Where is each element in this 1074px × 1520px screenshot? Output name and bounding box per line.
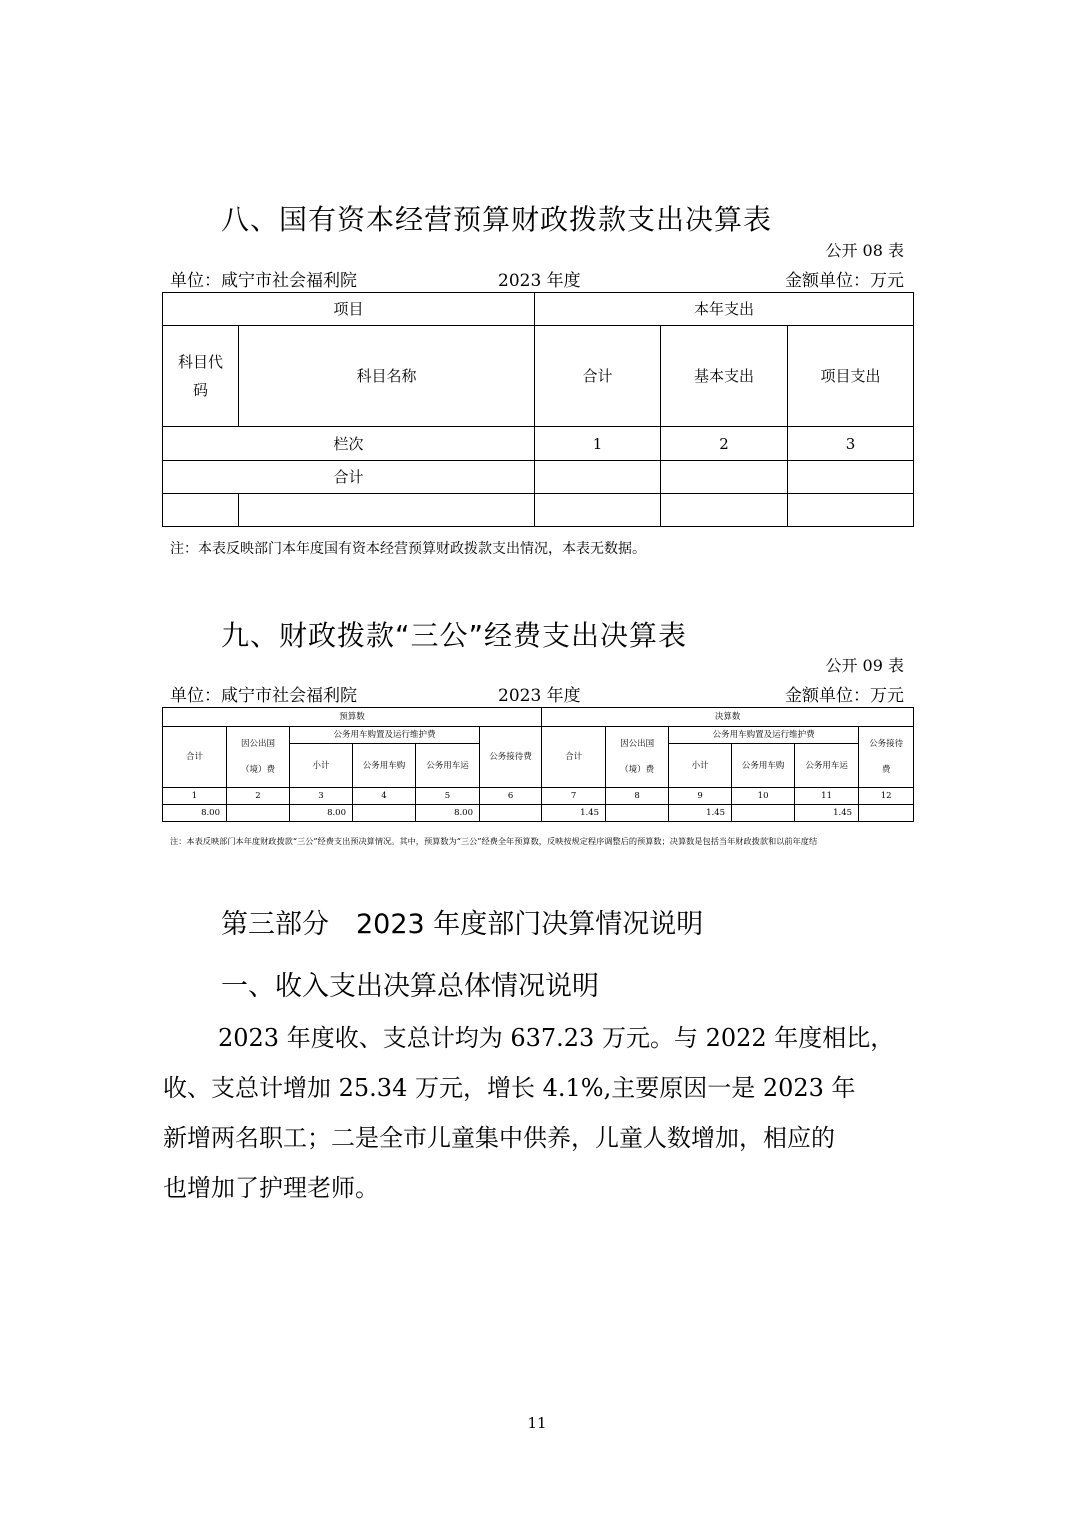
table8-title: 八、国有资本经营预算财政拨款支出决算表 (221, 203, 773, 236)
table8-col-basic: 基本支出 (661, 326, 788, 427)
page-number: 11 (527, 1414, 547, 1432)
table9-note: 注：本表反映部门本年度财政拨款“三公”经费支出预决算情况。其中，预算数为“三公”经费全年预算数，反映按规定程序调整后的预算数；决算数是包括当年财政拨款和以前年度结 (170, 836, 818, 846)
table9-col-reception: 公务接待费 (480, 727, 542, 788)
table9-value-cell: 8.00 (163, 805, 227, 822)
table9-col-total: 合计 (163, 727, 227, 788)
table8-unit: 单位：咸宁市社会福利院 (170, 271, 357, 291)
table9-col-abroad (606, 727, 669, 788)
table8-empty-cell (535, 461, 661, 494)
table9-value-cell (732, 805, 795, 822)
part3-heading: 第三部分 2023 年度部门决算情况说明 (221, 909, 704, 940)
table9-col-reception-line1: 公务接待 (869, 739, 904, 749)
table8-header-spend: 本年支出 (535, 293, 914, 326)
table8-col-code (163, 326, 239, 427)
table9-col-vehicle-buy: 公务用车购 (353, 744, 416, 788)
table9-value-cell (480, 805, 542, 822)
table9-code: 公开 09 表 (825, 656, 904, 675)
table9-value-cell (859, 805, 914, 822)
table9-currency: 金额单位：万元 (785, 686, 904, 706)
table8-col-total: 合计 (535, 326, 661, 427)
table8-index-cell: 2 (661, 427, 788, 461)
table9-value-cell: 1.45 (795, 805, 859, 822)
part3-paragraph-line: 收、支总计增加 25.34 万元，增长 4.1%,主要原因一是 2023 年 (163, 1074, 856, 1102)
table9-index-cell: 4 (353, 788, 416, 805)
table8-empty-cell (163, 494, 239, 527)
table9-title: 九、财政拨款“三公”经费支出决算表 (221, 619, 688, 652)
table9-final-header: 决算数 (542, 708, 914, 727)
table8 (162, 292, 914, 527)
table9-year: 2023 年度 (498, 686, 581, 706)
table8-empty-cell (788, 494, 914, 527)
table8-index-cell: 1 (535, 427, 661, 461)
part3-paragraph-line: 新增两名职工；二是全市儿童集中供养，儿童人数增加，相应的 (163, 1124, 835, 1152)
table8-currency: 金额单位：万元 (785, 271, 904, 291)
table9-value-cell (606, 805, 669, 822)
table9-index-cell: 12 (859, 788, 914, 805)
part3-paragraph-line: 2023 年度收、支总计均为 637.23 万元。与 2022 年度相比， (218, 1024, 895, 1052)
table9-value-cell: 8.00 (290, 805, 353, 822)
table9-col-abroad-line2: （境）费 (620, 765, 655, 775)
table8-year: 2023 年度 (498, 271, 581, 291)
table9 (162, 707, 914, 822)
table9-index-cell: 2 (227, 788, 290, 805)
table8-index-cell: 3 (788, 427, 914, 461)
table9-value-cell: 1.45 (669, 805, 732, 822)
table8-col-name: 科目名称 (239, 326, 535, 427)
table9-index-cell: 8 (606, 788, 669, 805)
table9-value-cell (227, 805, 290, 822)
table9-col-abroad-line2: （境）费 (240, 765, 275, 775)
table9-col-abroad-line1: 因公出国 (620, 739, 655, 749)
table8-empty-cell (661, 461, 788, 494)
table9-index-cell: 6 (480, 788, 542, 805)
table8-col-code-text: 科目代码 (177, 353, 223, 399)
table9-col-vehicle: 公务用车购置及运行维护费 (290, 727, 480, 744)
table9-col-reception (859, 727, 914, 788)
table9-index-cell: 1 (163, 788, 227, 805)
table9-col-subtotal: 小计 (290, 744, 353, 788)
table9-value-cell: 1.45 (542, 805, 606, 822)
table9-value-cell (353, 805, 416, 822)
table9-index-cell: 9 (669, 788, 732, 805)
table9-col-reception-line2: 费 (881, 765, 891, 775)
part3-subheading: 一、收入支出决算总体情况说明 (221, 971, 599, 1002)
table9-col-total: 合计 (542, 727, 606, 788)
table9-col-abroad-line1: 因公出国 (240, 739, 275, 749)
table8-empty-cell (535, 494, 661, 527)
table8-code: 公开 08 表 (825, 241, 904, 260)
table9-col-vehicle-buy: 公务用车购 (732, 744, 795, 788)
table9-col-vehicle: 公务用车购置及运行维护费 (669, 727, 859, 744)
table9-index-cell: 11 (795, 788, 859, 805)
table8-empty-cell (239, 494, 535, 527)
table9-budget-header: 预算数 (163, 708, 542, 727)
table8-col-project: 项目支出 (788, 326, 914, 427)
table8-header-item: 项目 (163, 293, 535, 326)
table9-index-cell: 10 (732, 788, 795, 805)
table8-note: 注：本表反映部门本年度国有资本经营预算财政拨款支出情况，本表无数据。 (170, 541, 646, 557)
table9-index-cell: 5 (416, 788, 480, 805)
table9-col-abroad (227, 727, 290, 788)
table8-row-index-label: 栏次 (163, 427, 535, 461)
table8-empty-cell (788, 461, 914, 494)
table9-value-cell: 8.00 (416, 805, 480, 822)
table8-row-total-label: 合计 (163, 461, 535, 494)
table9-col-vehicle-run: 公务用车运 (795, 744, 859, 788)
part3-paragraph-line: 也增加了护理老师。 (163, 1174, 379, 1202)
table9-col-vehicle-run: 公务用车运 (416, 744, 480, 788)
table9-unit: 单位：咸宁市社会福利院 (170, 686, 357, 706)
table9-index-cell: 3 (290, 788, 353, 805)
table9-index-cell: 7 (542, 788, 606, 805)
table9-col-subtotal: 小计 (669, 744, 732, 788)
table8-empty-cell (661, 494, 788, 527)
